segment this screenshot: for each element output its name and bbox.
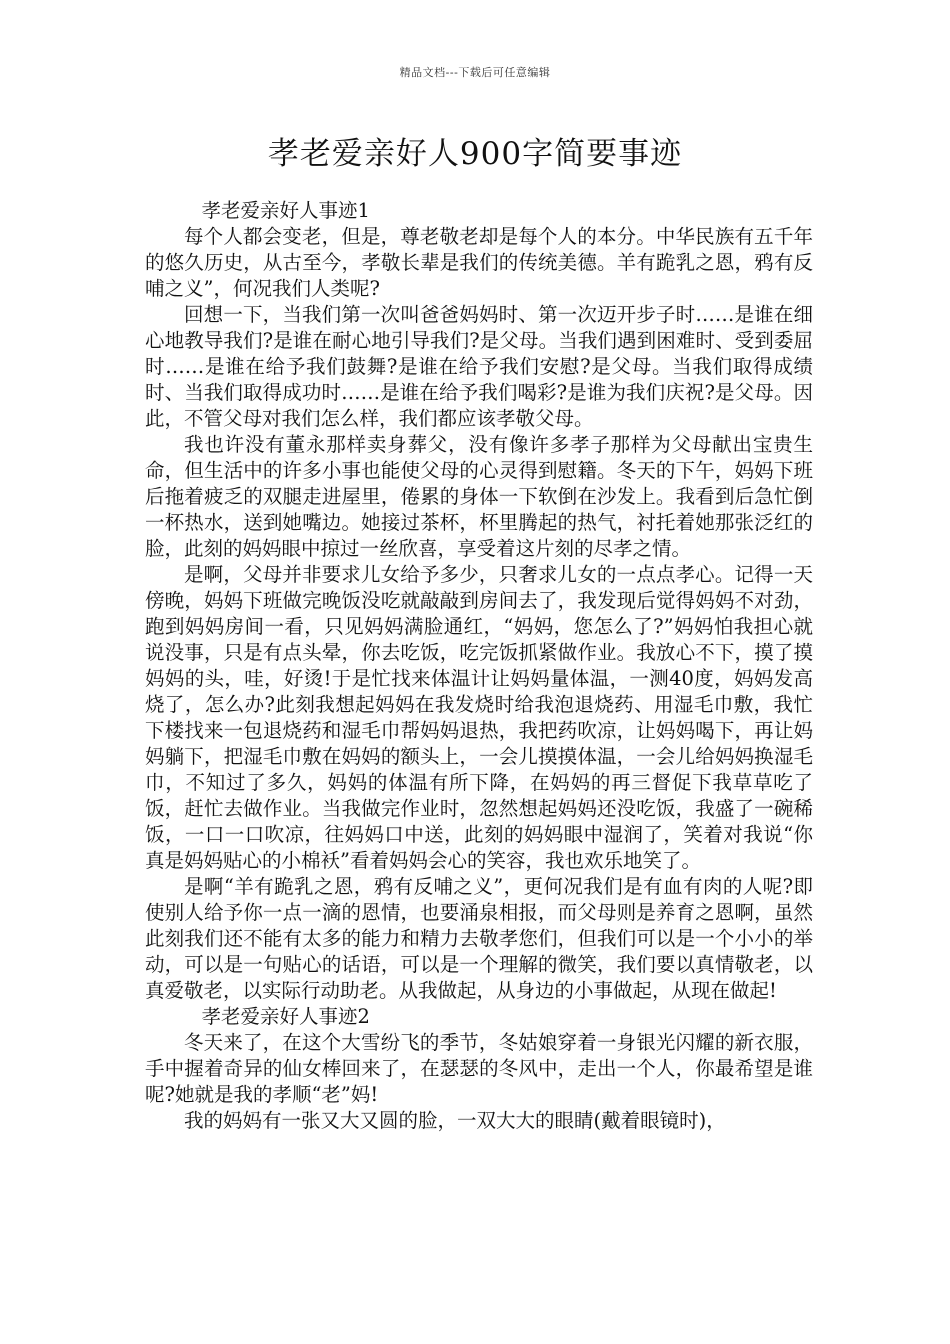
paragraph: 冬天来了，在这个大雪纷飞的季节，冬姑娘穿着一身银光闪耀的新衣服，手中握着奇异的仙女棒回来了，在瑟瑟的冬风中，走出一个人，你最希望是谁呢?她就是我的孝顺“老”妈!: [145, 1031, 813, 1106]
document-body: [145, 198, 813, 1134]
paragraph: 是啊“羊有跪乳之恩，鸦有反哺之义”，更何况我们是有血有肉的人呢?即使别人给予你一点一滴的恩情，也要涌泉相报，而父母则是养育之恩啊，虽然此刻我们还不能有太多的能力和精力去敬孝您们，但我们可以是一个小小的举动，可以是一句贴心的话语，可以是一个理解的微笑，我们要以真情敬老，以真爱敬老，以实际行动助老。从我做起，从身边的小事做起，从现在做起!: [145, 875, 813, 1002]
header-note: 精品文档---下载后可任意编辑: [399, 66, 551, 79]
paragraph: 回想一下，当我们第一次叫爸爸妈妈时、第一次迈开步子时……是谁在细心地教导我们?是谁在耐心地引导我们?是父母。当我们遇到困难时、受到委屈时……是谁在给予我们鼓舞?是谁在给予我们安慰?是父母。当我们取得成绩时、当我们取得成功时……是谁在给予我们喝彩?是谁为我们庆祝?是父母。因此，不管父母对我们怎么样，我们都应该孝敬父母。: [145, 303, 813, 430]
document-title: 孝老爱亲好人900字简要事迹: [267, 136, 683, 172]
paragraph: 是啊，父母并非要求儿女给予多少，只奢求儿女的一点点孝心。记得一天傍晚，妈妈下班做完晚饭没吃就敲敲到房间去了，我发现后觉得妈妈不对劲，跑到妈妈房间一看，只见妈妈满脸通红，“妈妈，您怎么了?”妈妈怕我担心就说没事，只是有点头晕，你去吃饭，吃完饭抓紧做作业。我放心不下，摸了摸妈妈的头，哇，好烫!于是忙找来体温计让妈妈量体温，一测40度，妈妈发高烧了，怎么办?此刻我想起妈妈在我发烧时给我泡退烧药、用湿毛巾敷，我忙下楼找来一包退烧药和湿毛巾帮妈妈退热，我把药吹凉，让妈妈喝下，再让妈妈躺下，把湿毛巾敷在妈妈的额头上，一会儿摸摸体温，一会儿给妈妈换湿毛巾，不知过了多久，妈妈的体温有所下降，在妈妈的再三督促下我草草吃了饭，赶忙去做作业。当我做完作业时，忽然想起妈妈还没吃饭，我盛了一碗稀饭，一口一口吹凉，往妈妈口中送，此刻的妈妈眼中湿润了，笑着对我说“你真是妈妈贴心的小棉袄”看着妈妈会心的笑容，我也欢乐地笑了。: [145, 563, 813, 872]
section-heading-1: 孝老爱亲好人事迹1: [201, 199, 370, 222]
paragraph: 我也许没有董永那样卖身葬父，没有像许多孝子那样为父母献出宝贵生命，但生活中的许多小事也能使父母的心灵得到慰籍。冬天的下午，妈妈下班后拖着疲乏的双腿走进屋里，倦累的身体一下软倒在沙发上。我看到后急忙倒一杯热水，送到她嘴边。她接过茶杯，杯里腾起的热气，衬托着她那张泛红的脸，此刻的妈妈眼中掠过一丝欣喜，享受着这片刻的尽孝之情。: [145, 433, 813, 560]
paragraph: 每个人都会变老，但是，尊老敬老却是每个人的本分。中华民族有五千年的悠久历史，从古至今，孝敬长辈是我们的传统美德。羊有跪乳之恩，鸦有反哺之义”，何况我们人类呢?: [145, 225, 813, 300]
section-heading-2: 孝老爱亲好人事迹2: [201, 1005, 370, 1028]
paragraph: 我的妈妈有一张又大又圆的脸，一双大大的眼睛(戴着眼镜时)，: [184, 1109, 726, 1132]
